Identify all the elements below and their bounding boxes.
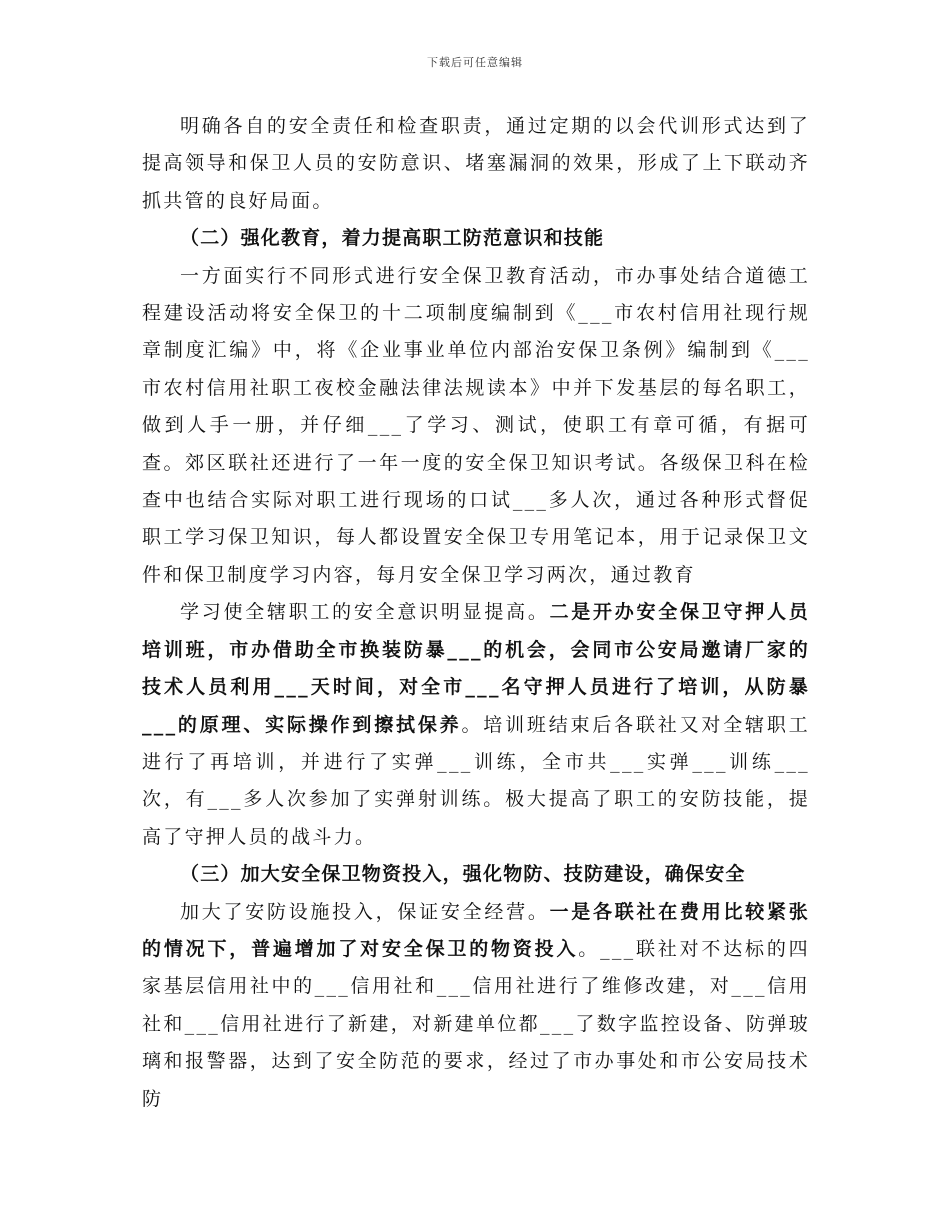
paragraph-training-intro: 学习使全辖职工的安全意识明显提高。 — [180, 601, 550, 624]
paragraph-investment-rest: 。___联社对不达标的四家基层信用社中的___信用社和___信用社进行了维修改建，对___信用社和___信用社进行了新建，对新建单位都___了数字监控设备、防弹玻璃和报警器，达到了安全防范的要求，经过了市办事处和市公安局技术防 — [142, 937, 810, 1110]
section-heading-3: （三）加大安全保卫物资投入，强化物防、技防建设，确保安全 — [180, 863, 746, 886]
paragraph-investment — [142, 894, 810, 1118]
section-heading-2: （二）强化教育，着力提高职工防范意识和技能 — [180, 227, 605, 250]
paragraph-training-rest: 。培训班结束后各联社又对全辖职工进行了再培训，并进行了实弹___训练，全市共___实弹___训练___次，有___多人次参加了实弹射训练。极大提高了职工的安防技能，提高了守押人员的战斗力。 — [142, 713, 810, 848]
paragraph-training-bold: 二是开办安全保卫守押人员培训班，市办借助全市换装防暴___的机会，会同市公安局邀请厂家的技术人员利用___天时间，对全市___名守押人员进行了培训，从防暴___的原理、实际操作到擦拭保养 — [142, 601, 810, 736]
paragraph-investment-intro: 加大了安防设施投入，保证安全经营。 — [180, 900, 550, 923]
page-header: 下载后可任意编辑 — [427, 56, 523, 69]
paragraph-investment-bold: 一是各联社在费用比较紧张的情况下，普遍增加了对安全保卫的物资投入 — [142, 900, 810, 960]
document-body — [142, 108, 810, 1118]
paragraph-continuation: 明确各自的安全责任和检查职责，通过定期的以会代训形式达到了提高领导和保卫人员的安防意识、堵塞漏洞的效果，形成了上下联动齐抓共管的良好局面。 — [142, 115, 810, 212]
paragraph-education: 一方面实行不同形式进行安全保卫教育活动，市办事处结合道德工程建设活动将安全保卫的十二项制度编制到《___市农村信用社现行规章制度汇编》中，将《企业事业单位内部治安保卫条例》编制到《___市农村信用社职工夜校金融法律法规读本》中并下发基层的每名职工，做到人手一册，并仔细___了学习、测试，使职工有章可循，有据可查。郊区联社还进行了一年一度的安全保卫知识考试。各级保卫科在检查中也结合实际对职工进行现场的口试___多人次，通过各种形式督促职工学习保卫知识，每人都设置安全保卫专用笔记本，用于记录保卫文件和保卫制度学习内容，每月安全保卫学习两次，通过教育 — [142, 264, 810, 586]
paragraph-training — [142, 594, 810, 856]
